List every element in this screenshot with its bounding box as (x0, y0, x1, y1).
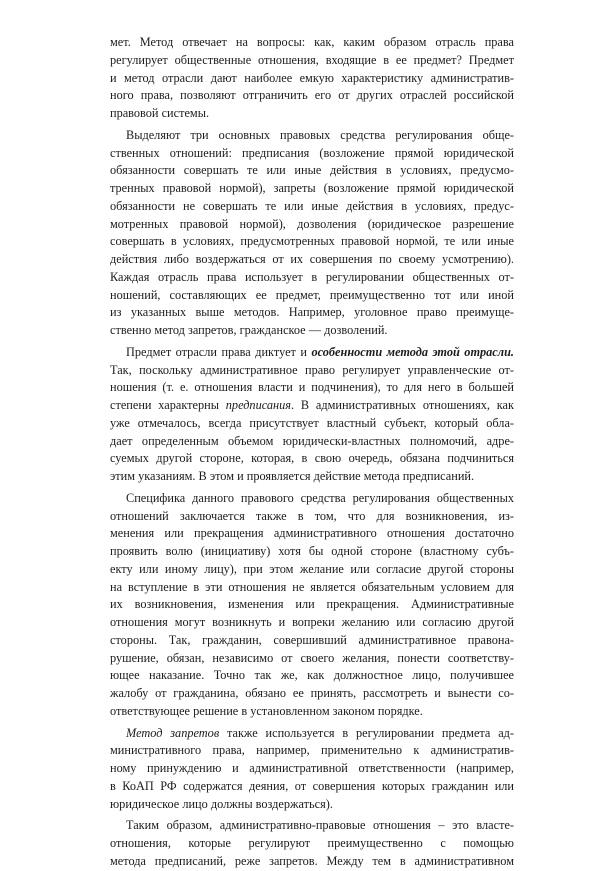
text-segment: Каждая отрасль права использует в регулировании общественных от- (110, 269, 514, 284)
text-segment: жалобу от гражданина, обязано ее принять, рассмотреть и вынести со- (110, 686, 514, 700)
text-line (110, 87, 514, 105)
text-line (110, 543, 514, 561)
paragraph (110, 490, 514, 721)
text-segment: . В административных отношениях, как (291, 398, 514, 412)
text-segment: ного права, позволяют отграничить его от других отраслей российской (110, 88, 514, 103)
text-line (110, 632, 514, 650)
text-segment: совершать в условиях, предусмотренных правовой нормой, те или иные (110, 234, 514, 249)
text-line (110, 233, 514, 251)
text-segment: отношения, которые регулируют преимущественно с помощью (110, 836, 514, 850)
text-segment: ношения (т. е. отношения власти и подчинения), то для него в большей (110, 380, 514, 395)
text-segment: отношений заключается также в том, что для возникновения, из- (110, 508, 514, 523)
text-line (110, 450, 514, 468)
text-line (110, 835, 514, 853)
text-segment: ответствующее решение в установленном законом порядке. (110, 703, 423, 718)
text-segment: Так, поскольку административное право регулирует управленческие от- (110, 362, 514, 377)
text-line (110, 579, 514, 597)
text-line (110, 596, 514, 614)
text-line (110, 322, 514, 340)
text-segment: в КоАП РФ содержатся деяния, от совершения которых гражданин или (110, 778, 514, 793)
text-segment: обязанности совершать те или иные действия в условиях, предусмо- (110, 163, 514, 178)
text-line (110, 508, 514, 526)
text-line (110, 490, 514, 508)
text-line (110, 817, 514, 835)
emphasized-text: предписания (225, 398, 291, 412)
text-segment: Таким образом, административно-правовые отношения – это власте- (126, 818, 514, 833)
text-segment: суемых другой стороне, которая, в свою очередь, обязана подчиниться (110, 451, 514, 466)
text-line (110, 127, 514, 145)
text-segment: мет. Метод отвечает на вопросы: как, каким образом отрасль права (110, 35, 514, 49)
text-line (110, 742, 514, 760)
text-line (110, 362, 514, 380)
text-line (110, 433, 514, 451)
text-line (110, 667, 514, 685)
text-line (110, 379, 514, 397)
text-segment: Специфика данного правового средства регулирования общественных (126, 490, 514, 505)
text-segment: из указанных выше методов. Например, уголовное право преимуще- (110, 305, 514, 320)
text-segment: ственно метод запретов, гражданское — дозволений. (110, 323, 388, 337)
text-line (110, 778, 514, 796)
text-segment: и метод отрасли дают наиболее емкую характеристику административ- (110, 70, 514, 85)
text-line (110, 180, 514, 198)
text-line (110, 796, 514, 814)
text-segment: рушение, обязан, независимо от своего желания, понести соответству- (110, 650, 514, 665)
text-segment: действия либо воздержаться от их совершения по своему усмотрению). (110, 252, 514, 266)
text-segment: на вступление в эти отношения не является обязательным условием для (110, 579, 514, 594)
text-line (110, 216, 514, 234)
text-segment: метода предписаний, реже запретов. Между тем в административном (110, 853, 514, 868)
text-segment: уже отмечалось, всегда присутствует властный субъект, который обла- (110, 415, 514, 430)
text-segment: обязанности не совершать те или иные действия в условиях, предус- (110, 198, 514, 213)
text-line (110, 52, 514, 70)
text-segment: их возникновения, изменения или прекращения. Административные (110, 597, 514, 612)
text-segment: ному принуждению и административной ответственности (например, (110, 761, 514, 775)
text-line (110, 685, 514, 703)
paragraph (110, 34, 514, 123)
text-line (110, 287, 514, 305)
text-line (110, 344, 514, 362)
text-segment: екту или иному лицу), при этом желание или согласие другой стороны (110, 561, 514, 576)
text-line (110, 468, 514, 486)
emphasized-text: особенности метода этой отрасли. (311, 344, 514, 359)
text-segment: Выделяют три основных правовых средства регулирования обще- (126, 127, 514, 142)
text-line (110, 703, 514, 721)
text-segment: стороны. Так, гражданин, совершивший административное правона- (110, 632, 514, 647)
text-line (110, 105, 514, 123)
text-segment: министративного права, например, применительно к административ- (110, 743, 514, 758)
paragraph (110, 344, 514, 486)
text-line (110, 415, 514, 433)
text-line (110, 614, 514, 632)
text-line (110, 853, 514, 871)
text-line (110, 162, 514, 180)
text-segment: юридическое лицо должны воздержаться). (110, 796, 333, 811)
text-segment: менения или прекращения административного отношения достаточно (110, 526, 514, 541)
paragraph (110, 725, 514, 814)
text-line (110, 304, 514, 322)
text-line (110, 725, 514, 743)
text-line (110, 760, 514, 778)
text-segment: Предмет отрасли права диктует и (126, 344, 312, 359)
text-segment: степени характерны (110, 398, 226, 412)
text-segment: дает определенным объемом юридически-властных полномочий, адре- (110, 433, 514, 448)
text-segment: регулирует общественные отношения, входящие в ее предмет? Предмет (110, 52, 514, 67)
text-segment: ношений, составляющих ее предмет, преимущественно тот или иной (110, 287, 514, 302)
text-line (110, 525, 514, 543)
text-segment: отношения могут возникнуть и вопреки желанию или согласию другой (110, 615, 514, 629)
text-segment: ственных отношений: предписания (возложение прямой юридической (110, 145, 514, 160)
text-segment: мотренных правовой нормой), дозволения (юридическое разрешение (110, 216, 514, 231)
text-line (110, 269, 514, 287)
text-line (110, 561, 514, 579)
text-segment: тренных правовой нормой), запреты (возложение прямой юридической (110, 181, 514, 195)
text-line (110, 145, 514, 163)
text-segment: правовой системы. (110, 106, 210, 120)
text-line (110, 198, 514, 216)
text-line (110, 34, 514, 52)
text-line (110, 650, 514, 668)
paragraph (110, 127, 514, 340)
text-segment: также используется в регулировании предмета ад- (219, 725, 514, 740)
text-segment: проявить волю (инициативу) хотя бы одной стороне (властному субъ- (110, 544, 514, 558)
text-line (110, 70, 514, 88)
text-line (110, 251, 514, 269)
text-line (110, 397, 514, 415)
paragraph (110, 817, 514, 870)
text-segment: этим указаниям. В этом и проявляется действие метода предписаний. (110, 469, 475, 483)
emphasized-text: Метод запретов (126, 725, 220, 740)
text-segment: ющее наказание. Точно так же, как должностное лицо, получившее (110, 668, 514, 683)
